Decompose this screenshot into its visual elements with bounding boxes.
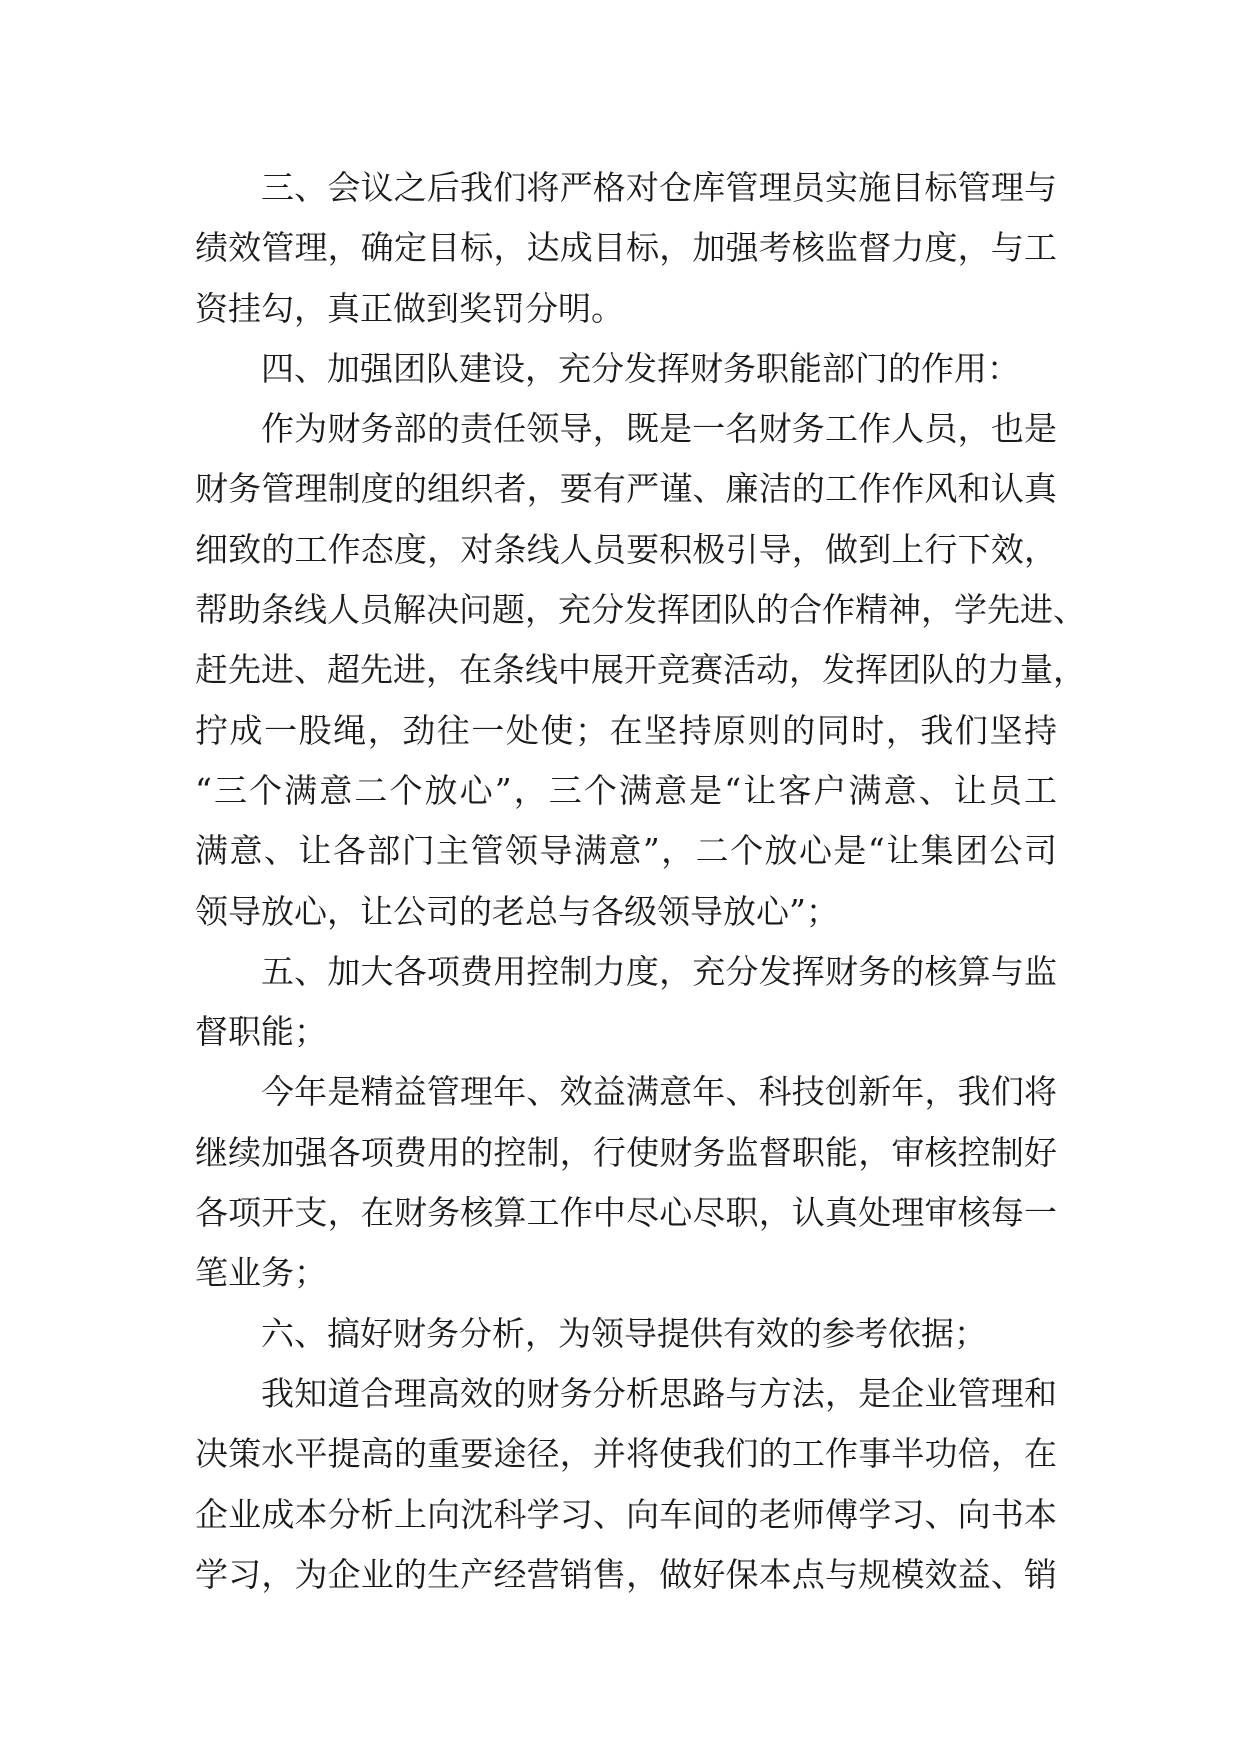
text-line: 督职能； <box>195 1012 327 1052</box>
text-line: 五、加大各项费用控制力度，充分发挥财务的核算与监 <box>261 951 1057 991</box>
text-line: 我知道合理高效的财务分析思路与方法，是企业管理和 <box>261 1373 1057 1413</box>
text-line: 笔业务； <box>195 1253 327 1293</box>
text-line: 决策水平提高的重要途径，并将使我们的工作事半功倍，在 <box>195 1434 1057 1474</box>
text-line: 四、加强团队建设，充分发挥财务职能部门的作用： <box>261 348 1020 388</box>
text-line: 细致的工作态度，对条线人员要积极引导，做到上行下效， <box>195 529 1057 569</box>
text-line: 继续加强各项费用的控制，行使财务监督职能，审核控制好 <box>195 1132 1057 1172</box>
text-line: 三、会议之后我们将严格对仓库管理员实施目标管理与 <box>261 168 1057 207</box>
text-line: “三个满意二个放心”，三个满意是“让客户满意、让员工 <box>195 770 1057 810</box>
text-line: 学习，为企业的生产经营销售，做好保本点与规模效益、销 <box>195 1554 1057 1594</box>
text-line: 财务管理制度的组织者，要有严谨、廉洁的工作作风和认真 <box>195 469 1057 509</box>
text-line: 满意、让各部门主管领导满意”，二个放心是“让集团公司 <box>195 831 1057 871</box>
text-line: 企业成本分析上向沈科学习、向车间的老师傅学习、向书本 <box>195 1494 1057 1534</box>
text-line: 绩效管理，确定目标，达成目标，加强考核监督力度，与工 <box>195 228 1057 268</box>
text-line: 领导放心，让公司的老总与各级领导放心”； <box>195 891 839 931</box>
text-line: 帮助条线人员解决问题，充分发挥团队的合作精神，学先进、 <box>195 590 1086 630</box>
text-line: 资挂勾，真正做到奖罚分明。 <box>195 288 624 328</box>
text-line: 六、搞好财务分析，为领导提供有效的参考依据； <box>261 1313 987 1353</box>
text-line: 各项开支，在财务核算工作中尽心尽职，认真处理审核每一 <box>195 1193 1057 1233</box>
text-line: 赶先进、超先进，在条线中展开竞赛活动，发挥团队的力量， <box>195 650 1086 690</box>
text-line: 今年是精益管理年、效益满意年、科技创新年，我们将 <box>261 1072 1057 1112</box>
text-line: 拧成一股绳，劲往一处使；在坚持原则的同时，我们坚持 <box>195 710 1057 750</box>
text-line: 作为财务部的责任领导，既是一名财务工作人员，也是 <box>261 409 1057 449</box>
document-body <box>195 158 1086 1605</box>
